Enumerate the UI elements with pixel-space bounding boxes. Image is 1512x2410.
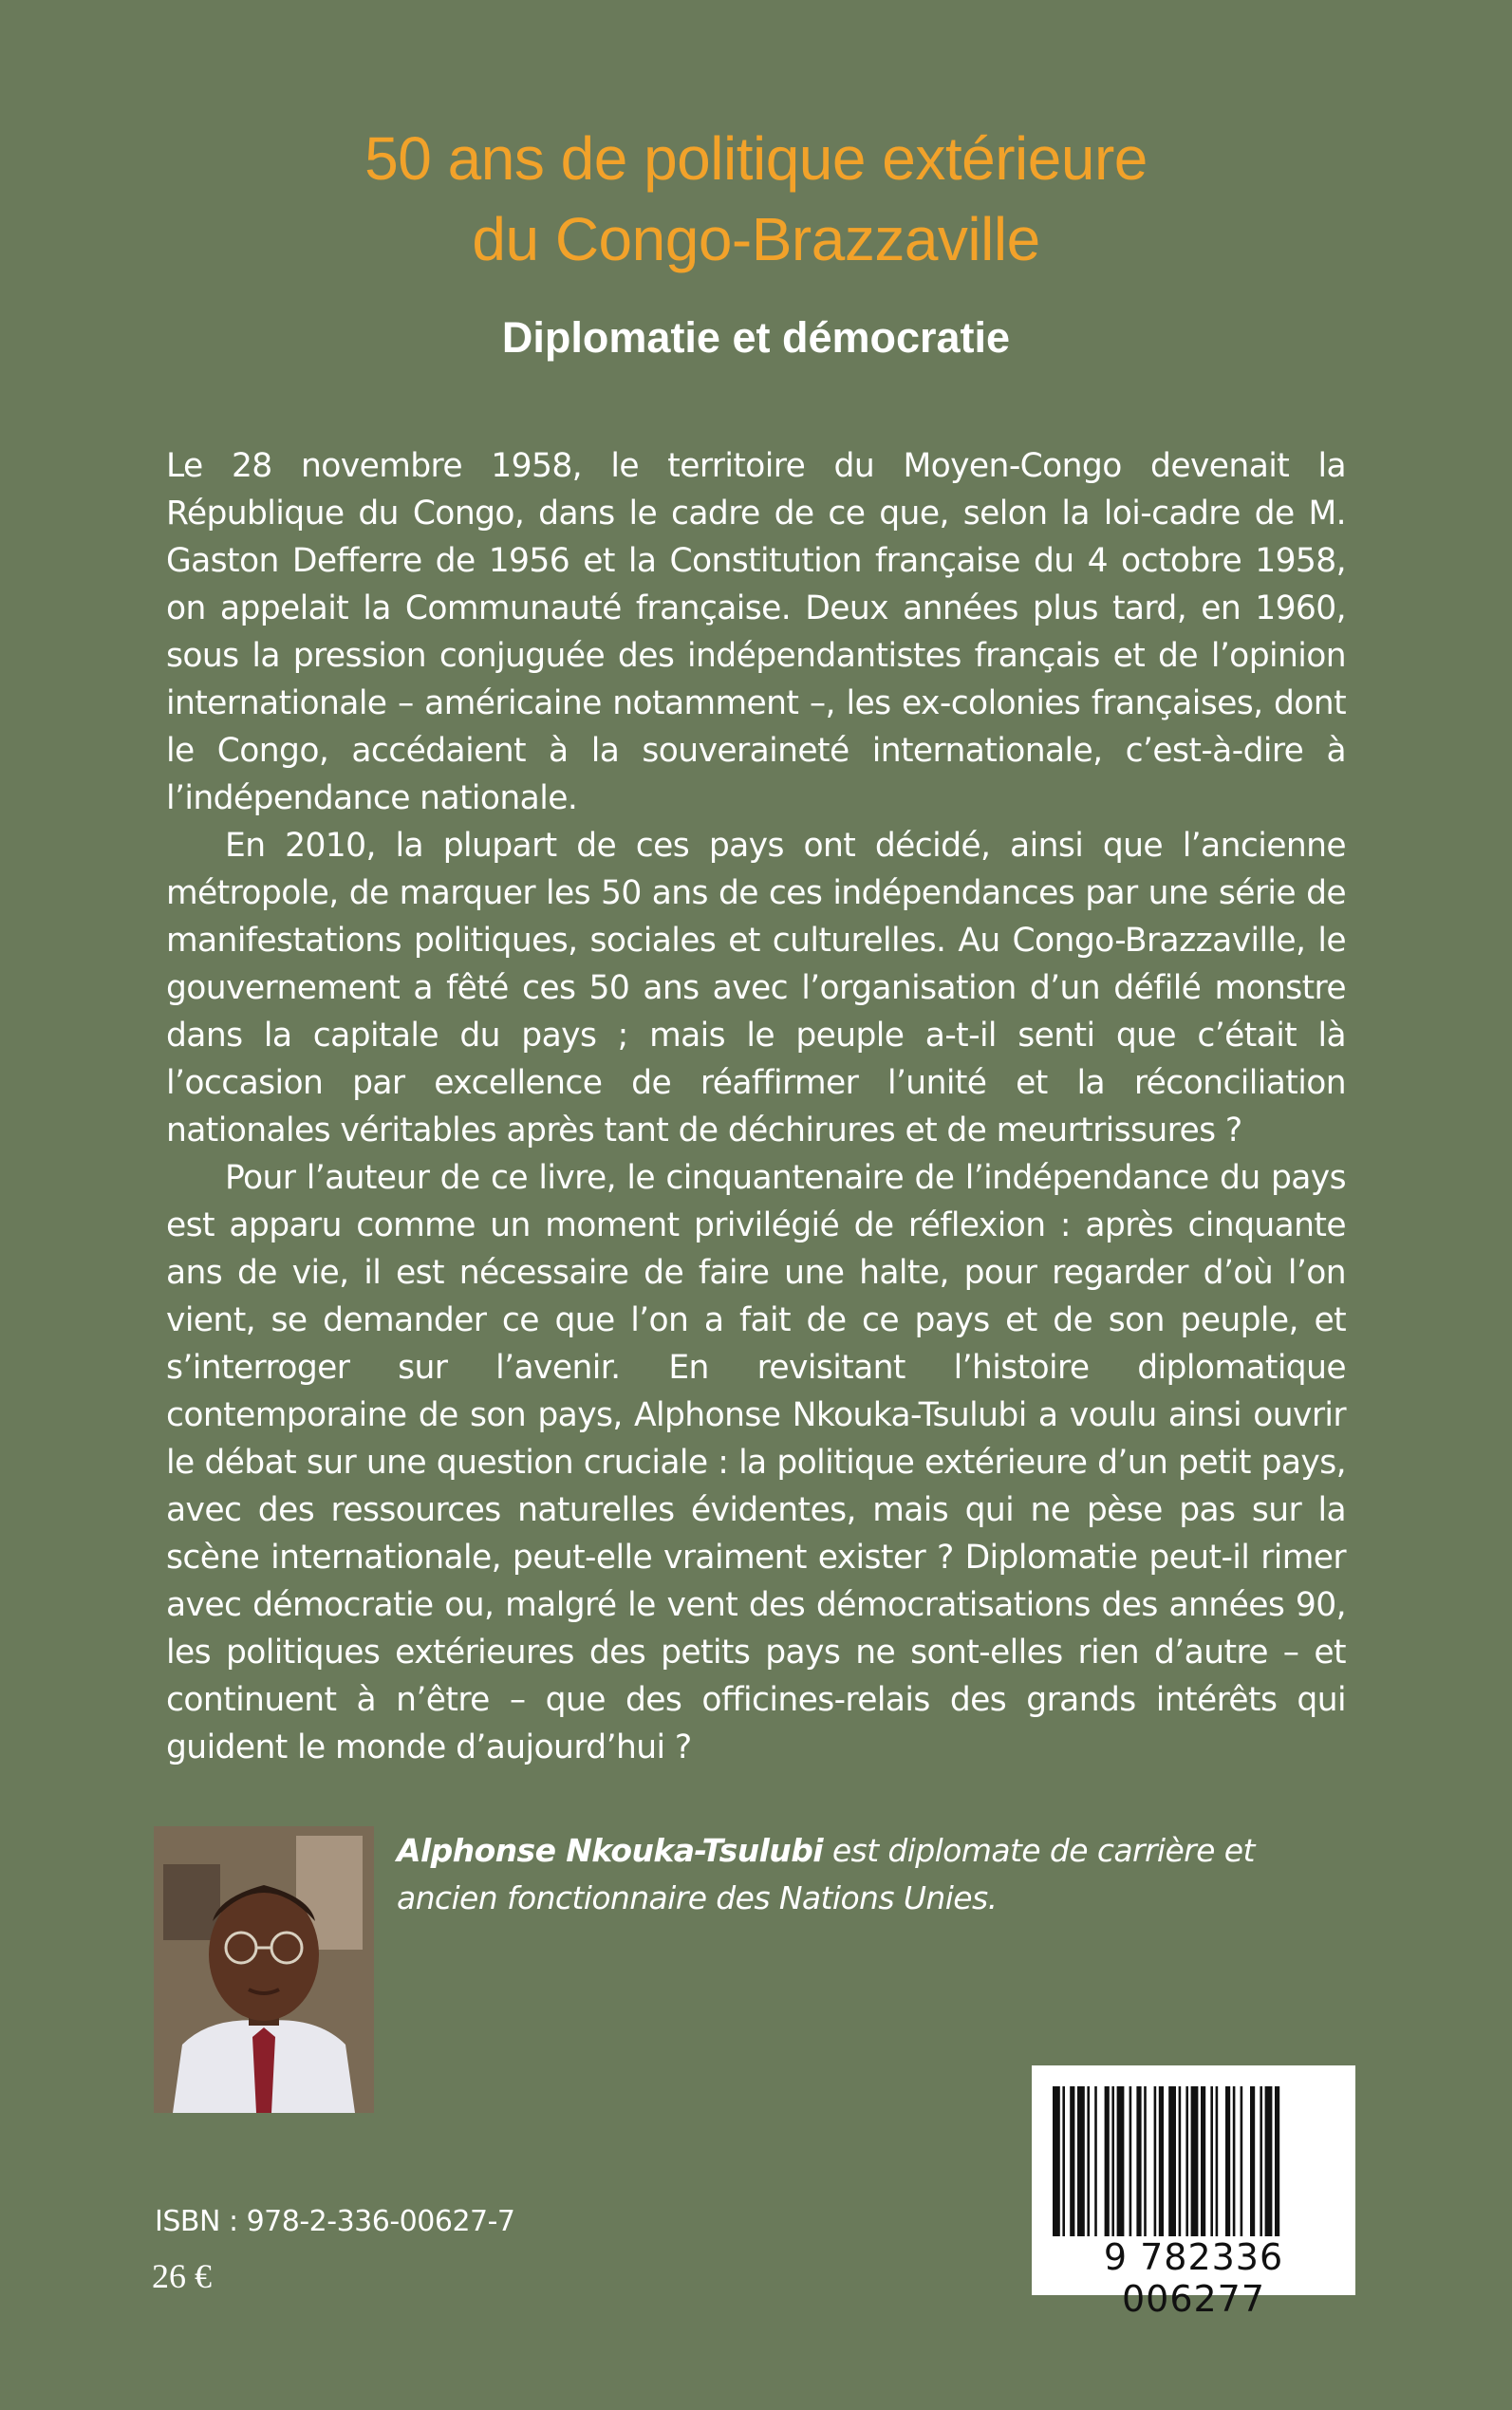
barcode-bar xyxy=(1136,2086,1141,2236)
barcode-bar xyxy=(1210,2086,1213,2236)
isbn-label: ISBN : 978-2-336-00627-7 xyxy=(155,2205,515,2238)
blurb-text xyxy=(166,442,1346,1771)
author-portrait-icon xyxy=(154,1826,374,2113)
barcode-bar xyxy=(1191,2086,1199,2236)
barcode-bar xyxy=(1250,2086,1255,2236)
author-bio xyxy=(397,1827,1346,1922)
author-name: Alphonse Nkouka-Tsulubi xyxy=(397,1832,823,1869)
barcode-bar xyxy=(1201,2086,1205,2236)
barcode-bar xyxy=(1179,2086,1182,2236)
author-bio-text: est diplomate de carrière et ancien fonctionnaire des Nations Unies. xyxy=(397,1832,1255,1916)
barcode-bar xyxy=(1265,2086,1273,2236)
barcode-bar xyxy=(1185,2086,1188,2236)
barcode-bar xyxy=(1053,2086,1060,2236)
barcode-bar xyxy=(1225,2086,1230,2236)
barcode-bar xyxy=(1241,2086,1243,2236)
blurb-paragraph-3: Pour l’auteur de ce livre, le cinquantenaire de l’indépendance du pays est apparu comme un moment privilégié de réflexion : après cinquante ans de vie, il est nécessaire de faire une halte, pour regarder d’où l’on vient, se demander ce que l’on a fait de ce pays et de son peuple, et s’interroger sur l’avenir. En revisitant l’histoire diplomatique contemporaine de son pays, Alphonse Nkouka-Tsulubi a voulu ainsi ouvrir le débat sur une question cruciale : la politique extérieure d’un petit pays, avec des ressources naturelles évidentes, mais qui ne pèse pas sur la scène internationale, peut-elle vraiment exister ? Diplomatie peut-il rimer avec démocratie ou, malgré le vent des démocratisations des années 90, les politiques extérieures des petits pays ne sont-elles rien d’autre – et continuent à n’être – que des officines-relais des grands intérêts qui guident le monde d’aujourd’hui ? xyxy=(166,1159,1346,1766)
author-photo xyxy=(154,1826,374,2113)
barcode-bar xyxy=(1275,2086,1279,2236)
barcode-bar xyxy=(1129,2086,1132,2236)
barcode-bar xyxy=(1260,2086,1262,2236)
barcode-bar xyxy=(1233,2086,1236,2236)
barcode-bar xyxy=(1062,2086,1065,2236)
barcode-bar xyxy=(1144,2086,1147,2236)
barcode-bar xyxy=(1216,2086,1219,2236)
barcode-digits: 9 782336 006277 xyxy=(1103,2236,1284,2320)
barcode-bar xyxy=(1111,2086,1114,2236)
blurb-paragraph-1: Le 28 novembre 1958, le territoire du Moyen-Congo devenait la République du Congo, dans le cadre de ce que, selon la loi-cadre de M. Gaston Defferre de 1956 et la Constitution française du 4 octobre 1958, on appelait la Communauté française. Deux années plus tard, en 1960, sous la pression conjuguée des indépendantistes français et de l’opinion internationale – américaine notamment –, les ex-colonies françaises, dont le Congo, accédaient à la souveraineté internationale, c’est-à-dire à l’indépendance nationale. xyxy=(166,447,1346,817)
barcode-bar xyxy=(1154,2086,1157,2236)
book-title-line-2: du Congo-Brazzaville xyxy=(472,205,1040,273)
book-subtitle: Diplomatie et démocratie xyxy=(501,313,1011,362)
barcode-bar xyxy=(1168,2086,1176,2236)
barcode-bar xyxy=(1077,2086,1085,2236)
blurb-paragraph-2: En 2010, la plupart de ces pays ont décidé, ainsi que l’ancienne métropole, de marquer les 50 ans de ces indépendances par une série de manifestations politiques, sociales et culturelles. Au Congo-Brazzaville, le gouvernement a fêté ces 50 ans avec l’organisation d’un défilé monstre dans la capitale du pays ; mais le peuple a-t-il senti que c’était là l’occasion par excellence de réaffirmer l’unité et la réconciliation nationales véritables après tant de déchirures et de meurtrissures ? xyxy=(166,827,1346,1149)
barcode-bar xyxy=(1094,2086,1097,2236)
barcode-bar xyxy=(1159,2086,1164,2236)
barcode-bar xyxy=(1087,2086,1090,2236)
barcode xyxy=(1032,2065,1355,2320)
price-label: 26 € xyxy=(152,2257,212,2295)
barcode-bar xyxy=(1117,2086,1125,2236)
barcode-bar xyxy=(1105,2086,1110,2236)
book-title-line-1: 50 ans de politique extérieure xyxy=(364,124,1148,193)
barcode-bar xyxy=(1070,2086,1074,2236)
